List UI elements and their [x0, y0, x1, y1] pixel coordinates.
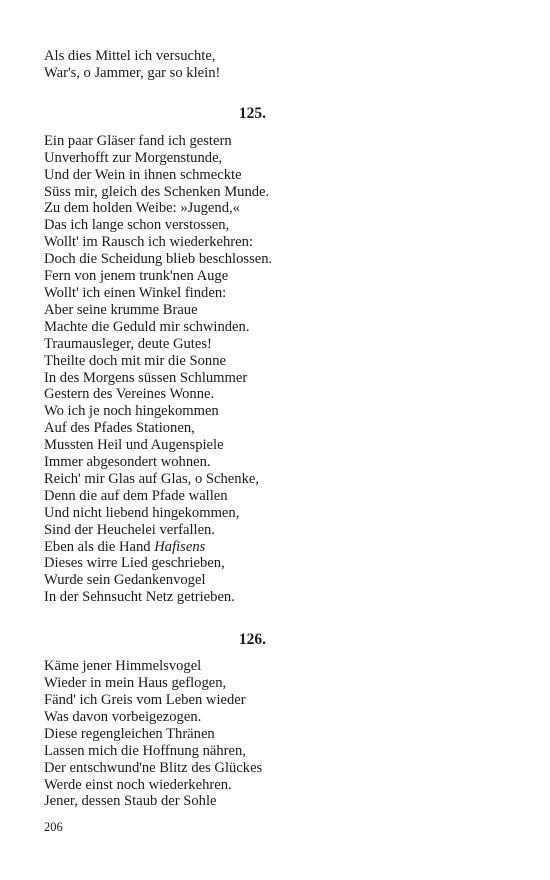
- poem-line: Wurde sein Gedankenvogel: [44, 572, 206, 589]
- poem-line: Zu dem holden Weibe: »Jugend,«: [44, 200, 240, 217]
- poem-line: Als dies Mittel ich versuchte,: [44, 48, 216, 64]
- poem-number-125: 125.: [238, 104, 266, 122]
- poem-line: Gestern des Vereines Wonne.: [44, 386, 215, 403]
- poem-line: Wollt' ich einen Winkel finden:: [44, 284, 227, 301]
- poem-line: Was davon vorbeigezogen.: [44, 708, 202, 725]
- poem-line: [44, 539, 504, 556]
- poem-line: Denn die auf dem Pfade wallen: [44, 487, 228, 504]
- poet-name: Hafisens: [154, 538, 206, 555]
- poem-line: Mussten Heil und Augenspiele: [44, 437, 224, 454]
- poem-line: Käme jener Himmelsvogel: [44, 658, 202, 675]
- poem-line: Und nicht liebend hingekommen,: [44, 504, 240, 521]
- page-body: [44, 48, 504, 810]
- poem-line: Fern von jenem trunk'nen Auge: [44, 268, 229, 285]
- poem-line: Doch die Scheidung blieb beschlossen.: [44, 251, 273, 268]
- poem-line: Unverhofft zur Morgenstunde,: [44, 149, 223, 166]
- poem-line: Und der Wein in ihnen schmeckte: [44, 166, 242, 183]
- poem-line: Werde einst noch wiederkehren.: [44, 776, 232, 793]
- poem-line: In des Morgens süssen Schlummer: [44, 369, 248, 386]
- intro-stanza: [44, 48, 504, 82]
- poem-line: Machte die Geduld mir schwinden.: [44, 318, 250, 335]
- poem-line: Sind der Heuchelei verfallen.: [44, 521, 215, 538]
- poem-line: Wo ich je noch hingekommen: [44, 403, 219, 420]
- poem-line: Reich' mir Glas auf Glas, o Schenke,: [44, 470, 259, 487]
- poem-line: Dieses wirre Lied geschrieben,: [44, 555, 225, 572]
- poem-line: Ein paar Gläser fand ich gestern: [44, 132, 232, 149]
- poem-line: Auf des Pfades Stationen,: [44, 420, 195, 437]
- poem-line: Theilte doch mit mir die Sonne: [44, 352, 226, 369]
- page-number: 206: [44, 820, 63, 834]
- poem-line-text: Eben als die Hand: [44, 538, 155, 555]
- poem-line: Lassen mich die Hoffnung nähren,: [44, 742, 246, 759]
- poem-125-text: [44, 133, 504, 606]
- poem-line: Süss mir, gleich des Schenken Munde.: [44, 183, 270, 200]
- poem-line: Wollt' im Rausch ich wiederkehren:: [44, 234, 253, 251]
- poem-line: Traumausleger, deute Gutes!: [44, 335, 212, 352]
- poem-number-126: 126.: [238, 631, 266, 649]
- poem-line: Der entschwund'ne Blitz des Glückes: [44, 759, 263, 776]
- poem-line: Jener, dessen Staub der Sohle: [44, 793, 217, 810]
- poem-line: Fänd' ich Greis vom Leben wieder: [44, 692, 246, 708]
- poem-line: Das ich lange schon verstossen,: [44, 217, 230, 234]
- poem-line: Immer abgesondert wohnen.: [44, 454, 211, 471]
- poem-line: Diese regengleichen Thränen: [44, 725, 215, 742]
- poem-line: War's, o Jammer, gar so klein!: [44, 64, 221, 81]
- poem-line: Aber seine krumme Braue: [44, 301, 198, 318]
- poem-126-text: [44, 658, 504, 810]
- poem-line: In der Sehnsucht Netz getrieben.: [44, 589, 235, 606]
- poem-line: Wieder in mein Haus geflogen,: [44, 675, 227, 692]
